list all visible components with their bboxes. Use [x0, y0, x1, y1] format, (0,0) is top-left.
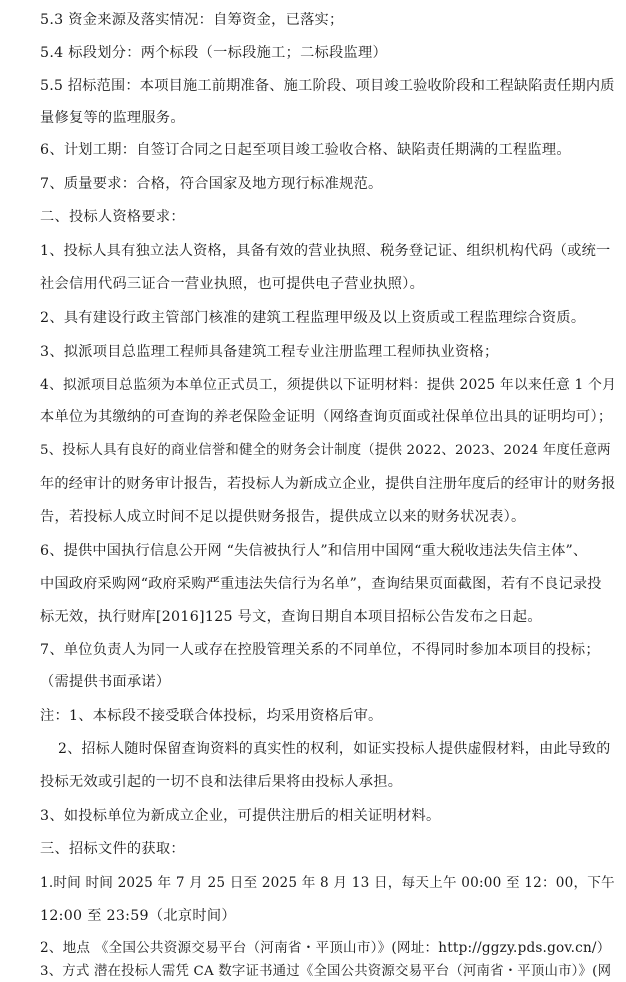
text-line: 本单位为其缴纳的可查询的养老保险金证明（网络查询页面或社保单位出具的证明均可）； [40, 409, 613, 425]
text-line: 7、单位负责人为同一人或存在控股管理关系的不同单位，不得同时参加本项目的投标； [40, 642, 600, 658]
text-line: 年的经审计的财务审计报告，若投标人为新成立企业，提供自注册年度后的经审计的财务报 [40, 476, 616, 492]
note-line: 投标无效或引起的一切不良和法律后果将由投标人承担。 [40, 774, 403, 790]
text-line: 标无效，执行财库[2016]125 号文，查询日期自本项目招标公告发布之日起。 [40, 609, 542, 625]
text-line: 7、质量要求：合格，符合国家及地方现行标准规范。 [40, 176, 383, 192]
text-line: （需提供书面承诺） [40, 674, 171, 690]
text-line: 3、拟派项目总监理工程师具备建筑工程专业注册监理工程师执业资格； [40, 344, 499, 360]
text-line: 2、具有建设行政主管部门核准的建筑工程监理甲级及以上资质或工程监理综合资质。 [40, 310, 586, 326]
text-line: 中国政府采购网“政府采购严重违法失信行为名单”，查询结果页面截图，若有不良记录投 [40, 576, 602, 592]
text-line: 6、计划工期：自签订合同之日起至项目竣工验收合格、缺陷责任期满的工程监理。 [40, 142, 571, 158]
text-line: 社会信用代码三证合一营业执照，也可提供电子营业执照）。 [40, 276, 425, 292]
text-line: 3、方式 潜在投标人需凭 CA 数字证书通过《全国公共资源交易平台（河南省・平顶山市）》(网 [40, 964, 612, 979]
text-line: 1、投标人具有独立法人资格，具备有效的营业执照、税务登记证、组织机构代码（或统一 [40, 243, 611, 259]
text-line: 量修复等的监理服务。 [40, 110, 185, 126]
text-line: 5.5 招标范围：本项目施工前期准备、施工阶段、项目竣工验收阶段和工程缺陷责任期内质 [40, 78, 615, 94]
text-line: 12:00 至 23:59（北京时间） [40, 908, 236, 924]
section-heading: 三、招标文件的获取： [40, 841, 185, 857]
text-line: 5.3 资金来源及落实情况：自筹资金，已落实； [40, 12, 344, 28]
text-line: 6、提供中国执行信息公开网 “失信被执行人”和信用中国网“重大税收违法失信主体”、 [40, 543, 588, 559]
note-line: 注：1、本标段不接受联合体投标，均采用资格后审。 [40, 708, 383, 724]
section-heading: 二、投标人资格要求： [40, 209, 185, 225]
text-line: 5、投标人具有良好的商业信誉和健全的财务会计制度（提供 2022、2023、2024 年度任意两 [40, 443, 611, 458]
text-line: 4、拟派项目总监须为本单位正式员工，须提供以下证明材料：提供 2025 年以来任意 1 个月 [40, 377, 617, 393]
note-line: 2、招标人随时保留查询资料的真实性的权利，如证实投标人提供虚假材料，由此导致的 [58, 741, 611, 757]
text-line: 告，若投标人成立时间不足以提供财务报告，提供成立以来的财务状况表）。 [40, 509, 526, 525]
text-line: 1.时间 时间 2025 年 7 月 25 日至 2025 年 8 月 13 日，每天上午 00:00 至 12：00，下午 [40, 875, 615, 891]
note-line: 3、如投标单位为新成立企业，可提供注册后的相关证明材料。 [40, 808, 441, 824]
text-line: 2、地点 《全国公共资源交易平台（河南省・平顶山市）》(网址：http://ggzy.pds.gov.cn/） [40, 940, 611, 956]
text-line: 5.4 标段划分：两个标段（一标段施工；二标段监理） [40, 45, 387, 61]
